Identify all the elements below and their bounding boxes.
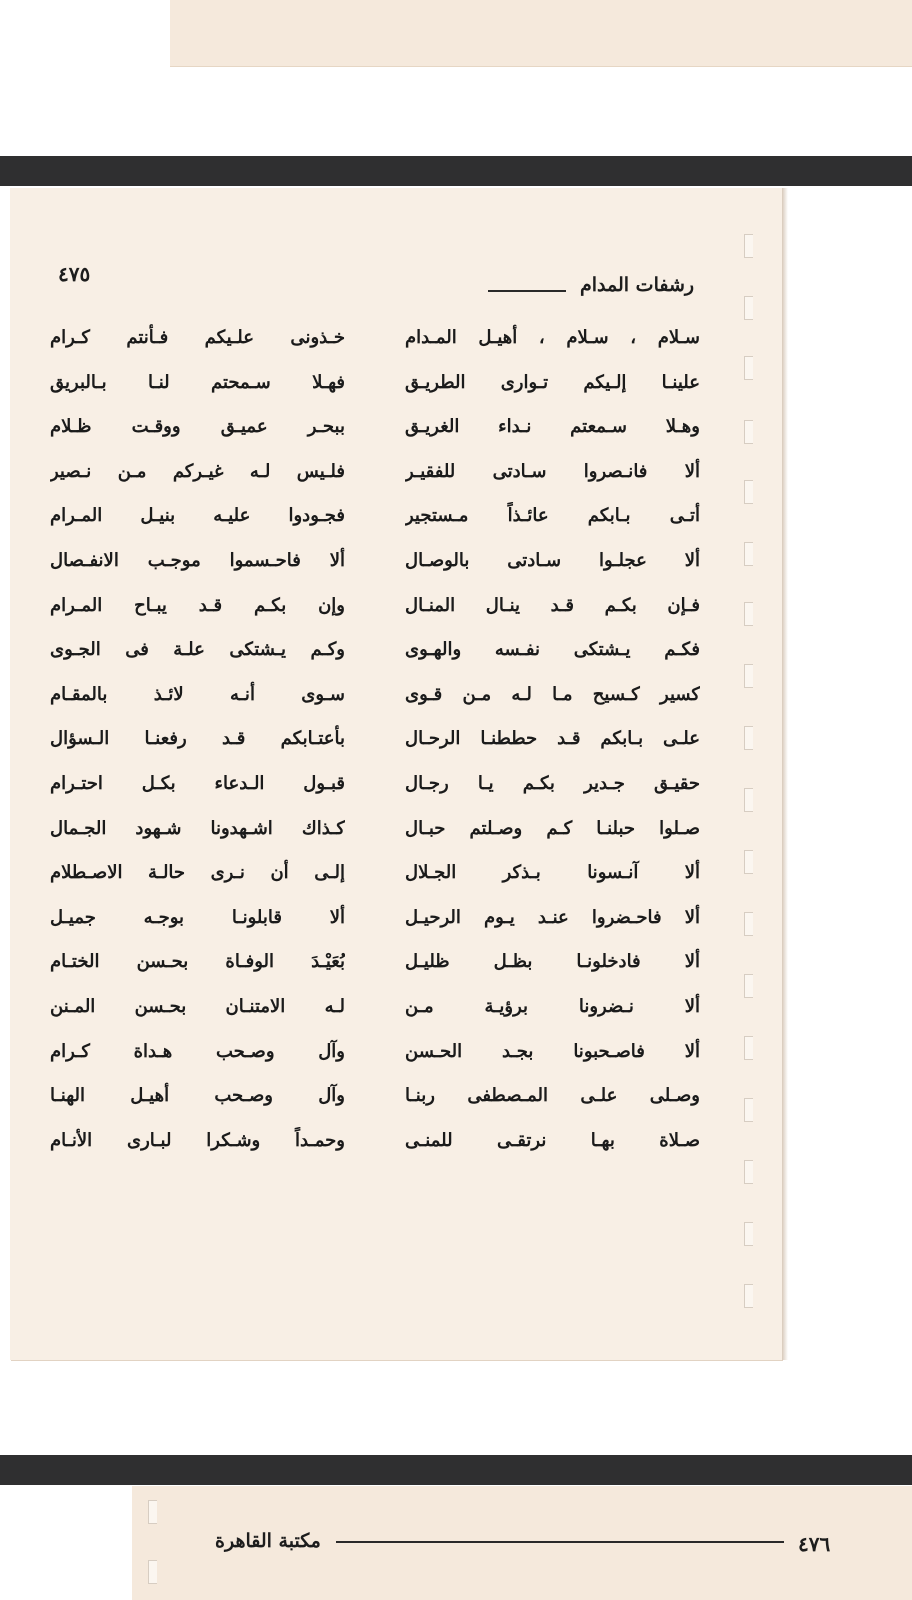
second-hemistich: سـوى أنـه لائـذ بالمقـام [50,683,345,705]
next-running-title: مكتبة القاهرة [215,1530,321,1552]
page-separator-top [0,156,912,186]
page-number: ٤٧٥ [58,262,91,286]
second-hemistich: كـذاك اشـهدونا شـهود الجـمال [50,817,345,839]
second-hemistich: ببحـر عميـق ووقـت ظـلام [50,416,345,438]
first-hemistich: ألا فانـصروا سـادتى للفقيـر [405,460,700,482]
page-edge-mark [744,1160,753,1184]
second-hemistich: ألا قابلونـا بوجـه جميـل [50,906,345,928]
first-hemistich: صـلاة بهـا نرتقـى للمنـى [405,1129,700,1151]
first-hemistich: حقيـق جـدير بكـم يـا رجـال [405,772,700,794]
second-hemistich: وآل وصـحب أهيـل الهنـا [50,1085,345,1107]
poem-couplet [50,592,700,637]
poem-couplet [50,1038,700,1083]
first-hemistich: ألا فاحـضروا عنـد يـوم الرحيـل [405,906,700,928]
page-separator-bottom [0,1455,912,1485]
poem-couplet [50,636,700,681]
poem-couplet [50,859,700,904]
page-edge-mark [744,850,753,874]
poem-couplet [50,770,700,815]
second-hemistich: قبـول الـدعاء بكـل احتـرام [50,772,345,794]
poem-couplet [50,502,700,547]
page-edge-mark [744,296,753,320]
page-edge-mark [744,1222,753,1246]
second-hemistich: فهـلا سـمحتم لنـا بـالبريق [50,371,345,393]
page-edge-shadow [782,188,788,1360]
first-hemistich: علـى بـابكم قـد حططنـا الرحـال [405,728,700,750]
second-hemistich: وحمـداً وشـكرا لبـارى الأنـام [50,1129,345,1151]
second-hemistich: وكـم يـشتكى علـة فى الجـوى [50,639,345,661]
first-hemistich: فكـم يـشتكى نفـسه والهـوى [405,639,700,661]
page-edge-mark [744,1036,753,1060]
next-page-number: ٤٧٦ [798,1532,831,1556]
page-edge-mark [744,974,753,998]
poem-couplet [50,993,700,1038]
second-hemistich: ألا فاحـسموا موجـب الانفـصال [50,549,345,571]
poem-couplet [50,948,700,993]
first-hemistich: سـلام ، سـلام ، أهيـل المـدام [405,327,700,348]
page-edge-mark [744,542,753,566]
page-edge-mark [148,1560,157,1584]
second-hemistich: فلـيس لـه غيـركم مـن نـصير [50,460,345,482]
second-hemistich: بُعَيْـدَ الوفـاة بحـسن الختـام [50,951,345,973]
poem-couplet [50,458,700,503]
second-hemistich: وآل وصـحب هـداة كـرام [50,1040,345,1062]
page-edge-mark [744,788,753,812]
poem-couplet [50,547,700,592]
page-edge-mark [744,234,753,258]
second-hemistich: إلـى أن نـرى حالـة الاصـطلام [50,862,345,884]
next-header-rule [336,1541,784,1543]
page-edge-mark [744,912,753,936]
first-hemistich: صـلوا حبلنـا كـم وصـلتم حبـال [405,817,700,839]
page-edge-mark [744,480,753,504]
poem-couplet [50,369,700,414]
poem-couplet [50,324,700,369]
poem-couplet [50,413,700,458]
page-edge-mark [744,356,753,380]
second-hemistich: خـذونى علـيكم فـأنتم كـرام [50,327,345,348]
second-hemistich: وإن بكـم قـد يبـاح المـرام [50,594,345,616]
poem-couplet [50,681,700,726]
second-hemistich: بأعتـابكم قـد رفعنـا الـسؤال [50,728,345,750]
page-edge-mark [744,664,753,688]
page-edge-mark [744,1284,753,1308]
poem-couplet [50,815,700,860]
first-hemistich: ألا فادخلونـا بظـل ظليـل [405,951,700,973]
poem-couplet [50,1127,700,1172]
poem-body [50,324,700,1171]
poem-couplet [50,725,700,770]
first-hemistich: ألا نـضرونا برؤيـة مـن [405,995,700,1017]
first-hemistich: وهـلا سـمعتم نـداء الغريـق [405,416,700,438]
first-hemistich: ألا عجلـوا سـادتى بالوصـال [405,549,700,571]
page-edge-mark [148,1500,157,1524]
poem-couplet [50,904,700,949]
first-hemistich: وصـلى علـى المـصطفى ربنـا [405,1085,700,1107]
previous-page-fragment [170,0,912,67]
second-hemistich: فجـودوا عليـه بنيـل المـرام [50,505,345,527]
first-hemistich: كسير كـسيح مـا لـه مـن قـوى [405,683,700,705]
page-edge-mark [744,420,753,444]
first-hemistich: علينـا إلـيكم تـوارى الطريـق [405,371,700,393]
page-edge-mark [744,1098,753,1122]
first-hemistich: ألا آنـسونا بـذكر الجـلال [405,862,700,884]
first-hemistich: أتـى بـابكم عائـذاً مـستجير [405,505,700,527]
poem-couplet [50,1082,700,1127]
first-hemistich: فـإن بكـم قـد ينـال المنـال [405,594,700,616]
second-hemistich: لـه الامتنـان بحـسن المـنن [50,995,345,1017]
header-rule [488,290,566,292]
first-hemistich: ألا فاصـحبونا بجـد الحـسن [405,1040,700,1062]
page-edge-mark [744,726,753,750]
page-edge-mark [744,602,753,626]
running-title: رشفات المدام [580,274,695,296]
